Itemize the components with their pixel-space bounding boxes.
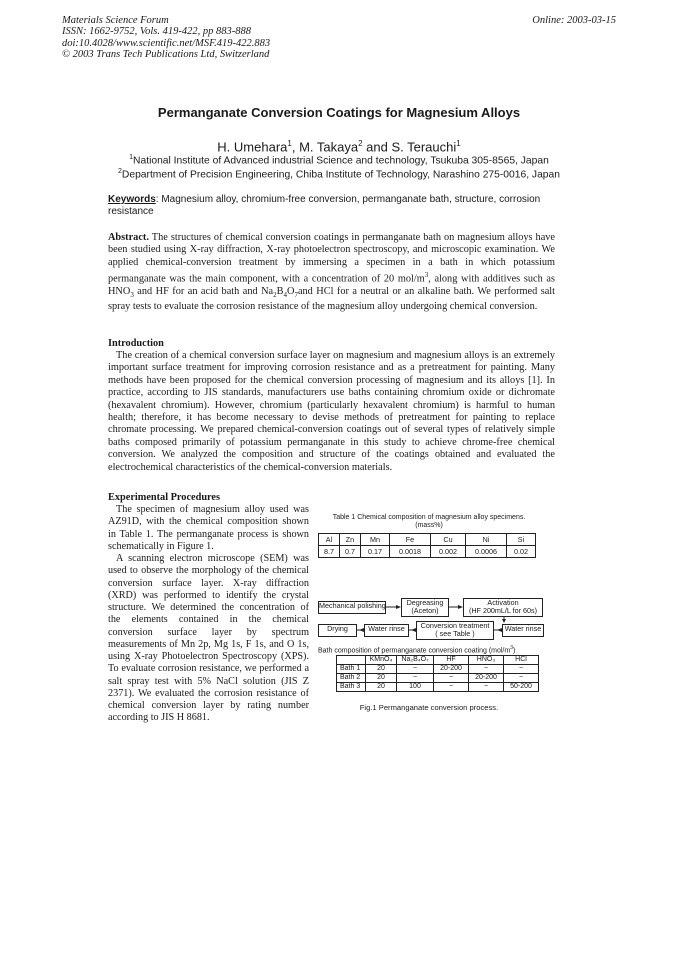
step-label: Conversion treatment [420, 621, 490, 630]
table-cell: − [397, 674, 434, 683]
table-cell: Bath 2 [337, 674, 366, 683]
abstract-text: and HF for an acid bath and Na [133, 285, 274, 297]
step-label: Mechanical polishing [319, 601, 386, 610]
table-header-cell: Zn [340, 534, 361, 546]
subscript: 4 [283, 290, 287, 299]
table-cell: 20 [366, 674, 397, 683]
table-header-cell: Fe [390, 534, 431, 546]
table-cell: Bath 1 [337, 665, 366, 674]
step-mechanical-polishing [318, 601, 386, 614]
author-name: M. Takaya [299, 139, 359, 155]
table-row [337, 665, 539, 674]
keywords-text: : Magnesium alloy, chromium-free conversion, permanganate bath, structure, corrosion resistance [108, 194, 541, 218]
table-cell: − [469, 683, 504, 692]
table-header-cell: Al [319, 534, 340, 546]
step-sublabel: (Aceton) [411, 606, 439, 615]
step-water-rinse [502, 624, 544, 637]
table-header-cell: Cu [431, 534, 466, 546]
paper-title: Permanganate Conversion Coatings for Magnesium Alloys [157, 105, 521, 120]
step-conversion-treatment [416, 621, 494, 640]
table-row [337, 683, 539, 692]
superscript: 3 [424, 271, 429, 280]
table-row [337, 674, 539, 683]
table-cell: 0.02 [507, 546, 536, 558]
table-cell: − [397, 665, 434, 674]
issn-line: ISSN: 1662-9752, Vols. 419-422, pp 883-888 [62, 26, 251, 38]
paragraph: A scanning electron microscope (SEM) was used to observe the morphology of the chemical conversion surface layer. X-ray diffraction (XRD) was performed to identify the crystal structure. We determined the concentration of the elements contained in the chemical conversion surface layer by spectrum measurements of Mn 2p, Mg 1s, F 1s, and O 1s, using X-ray Photoelectron Spectroscopy (XPS). To evaluate corrosion resistance, we performed a salt spray test with 5% NaCl solution (JIS Z 2371). We evaluated the corrosion resistance of chemical conversion layer by rating number according to JIS H 8681. [108, 553, 309, 724]
affil-mark: 1 [129, 154, 134, 161]
table-header-row [337, 656, 539, 665]
table-header-cell: Ni [466, 534, 507, 546]
table-cell: 20 [366, 683, 397, 692]
abstract-label: Abstract. [108, 232, 149, 243]
table-cell: 0.0006 [466, 546, 507, 558]
section-heading-introduction: Introduction [108, 338, 164, 349]
table-cell: 50-200 [504, 683, 539, 692]
table-cell: − [434, 674, 469, 683]
subscript: 2 [273, 290, 277, 299]
introduction-text: The creation of a chemical conversion surface layer on magnesium and magnesium alloys is an extremely important surface treatment for improving corrosion resistance and as a pretreatment for painting. Many methods have been proposed for the chemical conversion processing of magnesium and its alloys [1]. In practice, according to JIS standards, manufacturers use baths containing chromium oxide or dichromate (hexavalent chromium). However, chromium (particularly hexavalent chromium) is harmful to human health; therefore, it has become necessary to devise methods of pretreatment for painting to replace chromate processing. We prepared chemical-conversion coatings out of several types of relatively simple baths composed primarily of potassium permanganate in this study to achieve chrome-free chemical conversion. We analyzed the composition and structure of the coatings obtained and evaluated the electrochemical characteristics of the chemical-conversion materials. [108, 350, 555, 473]
online-date: Online: 2003-03-15 [532, 15, 616, 26]
step-label: Water rinse [368, 624, 405, 633]
table-cell: 0.17 [361, 546, 390, 558]
abstract-text: O [287, 285, 295, 297]
step-drying [318, 624, 357, 637]
author-separator: , [291, 139, 300, 155]
doi-line: doi:10.4028/www.scientific.net/MSF.419-422.883 [62, 37, 271, 49]
author-affil-mark: 1 [456, 139, 461, 148]
table-header-cell: KMnO₄ [366, 656, 397, 665]
author-affil-mark: 1 [287, 139, 292, 148]
journal-name: Materials Science Forum [62, 15, 169, 26]
paragraph: The specimen of magnesium alloy used was AZ91D, with the chemical composition shown in Table 1. The permanganate process is shown schematically in Figure 1. [108, 504, 309, 552]
subscript: 3 [130, 290, 134, 299]
table-header-cell: Si [507, 534, 536, 546]
step-degreasing [401, 598, 449, 617]
step-label: Degreasing [406, 598, 444, 607]
caption-text: Bath composition of permanganate conversion coating (mol/m [318, 647, 511, 655]
superscript: 3 [510, 645, 513, 651]
table-cell: − [504, 665, 539, 674]
table-header-cell [337, 656, 366, 665]
table-header-cell: Mn [361, 534, 390, 546]
section-heading-experimental: Experimental Procedures [108, 492, 221, 503]
bath-table-caption [318, 645, 515, 654]
table-cell: 100 [397, 683, 434, 692]
keywords-label: Keywords [108, 194, 156, 205]
abstract-text: B [276, 285, 284, 297]
table-header-cell: HNO₃ [469, 656, 504, 665]
affil-mark: 2 [118, 168, 122, 175]
step-label: Water rinse [504, 624, 542, 633]
step-label: Drying [327, 624, 348, 633]
table-cell: 0.7 [340, 546, 361, 558]
table1-caption: Table 1 Chemical composition of magnesium alloy specimens. (mass%) [332, 514, 526, 530]
caption-text: ) [513, 647, 516, 655]
table-cell: 20 [366, 665, 397, 674]
table-cell: 8.7 [319, 546, 340, 558]
affiliation-text: National Institute of Advanced industrial Science and technology, Tsukuba 305-8565, Japan [133, 155, 549, 167]
step-water-rinse [364, 624, 409, 637]
author-name: S. Terauchi [391, 139, 457, 155]
copyright-line: © 2003 Trans Tech Publications Ltd, Switzerland [62, 49, 270, 61]
affiliation-text: Department of Precision Engineering, Chiba Institute of Technology, Narashino 275-0016, Japan [121, 169, 560, 181]
table-cell: Bath 3 [337, 683, 366, 692]
bath-composition-table [336, 655, 539, 692]
table-cell: 0.002 [431, 546, 466, 558]
subscript: 7 [294, 290, 298, 299]
table-cell: 20-200 [469, 674, 504, 683]
author-affil-mark: 2 [358, 139, 363, 148]
step-activation [463, 598, 543, 617]
step-sublabel: (HF 200mL/L for 60s) [468, 606, 538, 615]
table-cell: − [434, 683, 469, 692]
table-cell: − [504, 674, 539, 683]
abstract-text: , along with additives such as HNO [108, 273, 555, 297]
table-cell: 20-200 [434, 665, 469, 674]
author-separator: and [362, 139, 392, 155]
table-cell: 0.0018 [390, 546, 431, 558]
table-header-cell: HF [434, 656, 469, 665]
step-label: Activation [487, 598, 519, 607]
abstract-text: and HCl for a neutral or an alkaline bath. We performed salt spray tests to evaluate the corrosion resistance of the magnesium alloy undergoing chemical conversion. [108, 285, 555, 313]
author-name: H. Umehara [217, 139, 288, 155]
step-sublabel: ( see Table ) [435, 629, 475, 638]
table-cell: − [469, 665, 504, 674]
figure1-caption: Fig.1 Permanganate conversion process. [359, 703, 499, 712]
abstract-text: The structures of chemical conversion coatings in permanganate bath on magnesium alloys have been studied using X-ray diffraction, X-ray photoelectron spectroscopy, and microscopic examination. We applied chemical-conversion treatment by immersing a specimen in a bath in which potassium permanganate was the main component, with a concentration of 20 mol/m [108, 232, 555, 285]
table-header-cell: HCl [504, 656, 539, 665]
table-header-cell: Na₂B₄O₇ [397, 656, 434, 665]
